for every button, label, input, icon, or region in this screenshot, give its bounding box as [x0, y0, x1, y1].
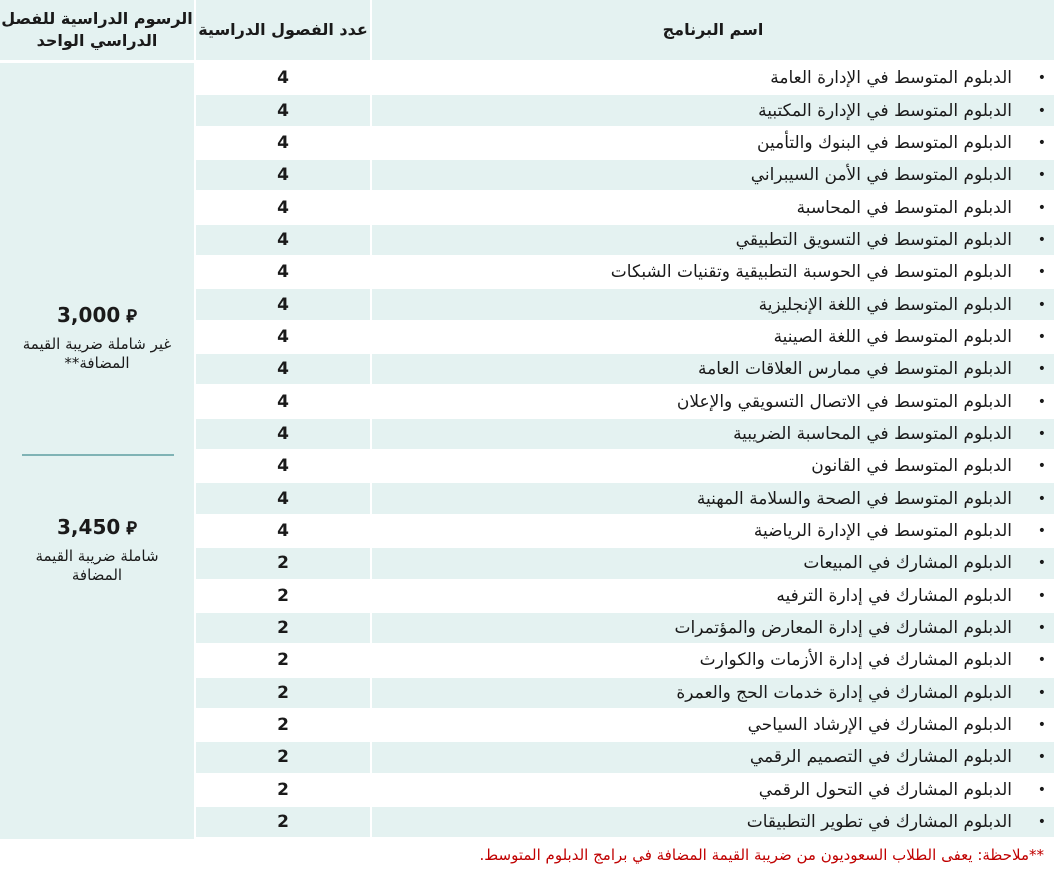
program-name-cell: الدبلوم المشارك في إدارة خدمات الحج والعمرة	[372, 678, 1054, 708]
table-row	[196, 548, 1054, 578]
program-name-cell: الدبلوم المتوسط في القانون	[372, 451, 1054, 481]
bullet-icon: •	[1037, 328, 1046, 345]
fee-block-excluding-vat	[0, 303, 194, 373]
bullet-icon: •	[1037, 684, 1046, 701]
fee-amount-2	[57, 515, 137, 539]
program-name-cell: الدبلوم المتوسط في المحاسبة	[372, 192, 1054, 222]
semesters-cell: 4	[196, 63, 370, 93]
table-row	[196, 257, 1054, 287]
table-row	[196, 354, 1054, 384]
program-name-header	[372, 0, 1054, 60]
semesters-cell: 4	[196, 354, 370, 384]
semesters-cell: 2	[196, 678, 370, 708]
semesters-cell: 2	[196, 807, 370, 837]
table-row	[196, 581, 1054, 611]
bullet-icon: •	[1037, 134, 1046, 151]
program-name-cell: الدبلوم المشارك في تطوير التطبيقات	[372, 807, 1054, 837]
program-name-cell: الدبلوم المتوسط في اللغة الصينية	[372, 322, 1054, 352]
program-name-cell: الدبلوم المتوسط في الأمن السيبراني	[372, 160, 1054, 190]
fee-note-1: غير شاملة ضريبة القيمة المضافة**	[22, 335, 172, 372]
semesters-cell: 4	[196, 483, 370, 513]
bullet-icon: •	[1037, 781, 1046, 798]
program-name-cell: الدبلوم المتوسط في الإدارة الرياضية	[372, 516, 1054, 546]
semesters-header-label: عدد الفصول الدراسية	[198, 20, 368, 39]
program-name-cell: الدبلوم المتوسط في الإدارة المكتبية	[372, 95, 1054, 125]
fee-amount-2-value: 3,450	[57, 515, 121, 539]
semesters-cell: 2	[196, 775, 370, 805]
semesters-cell: 4	[196, 516, 370, 546]
fee-amount-1	[57, 303, 137, 327]
semesters-cell: 2	[196, 710, 370, 740]
fee-divider	[22, 454, 174, 456]
fee-amount-1-value: 3,000	[57, 303, 121, 327]
fee-block-including-vat	[0, 515, 194, 585]
semesters-cell: 4	[196, 192, 370, 222]
semesters-cell: 2	[196, 645, 370, 675]
table-row	[196, 322, 1054, 352]
semesters-cell: 4	[196, 128, 370, 158]
semesters-cell: 4	[196, 322, 370, 352]
table-row	[196, 516, 1054, 546]
bullet-icon: •	[1037, 231, 1046, 248]
table-row	[196, 613, 1054, 643]
bullet-icon: •	[1037, 652, 1046, 669]
table-row	[196, 225, 1054, 255]
bullet-icon: •	[1037, 620, 1046, 637]
bullet-icon: •	[1037, 393, 1046, 410]
program-name-cell: الدبلوم المتوسط في الحوسبة التطبيقية وتقنيات الشبكات	[372, 257, 1054, 287]
program-name-cell: الدبلوم المتوسط في الاتصال التسويقي والإعلان	[372, 386, 1054, 416]
table-row	[196, 645, 1054, 675]
table-row	[196, 289, 1054, 319]
program-name-cell: الدبلوم المشارك في إدارة المعارض والمؤتمرات	[372, 613, 1054, 643]
bullet-icon: •	[1037, 458, 1046, 475]
semesters-cell: 2	[196, 548, 370, 578]
saudi-riyal-icon: ⃁	[126, 517, 137, 539]
program-name-cell: الدبلوم المتوسط في البنوك والتأمين	[372, 128, 1054, 158]
bullet-icon: •	[1037, 264, 1046, 281]
program-name-cell: الدبلوم المتوسط في التسويق التطبيقي	[372, 225, 1054, 255]
bullet-icon: •	[1037, 102, 1046, 119]
table-row	[196, 483, 1054, 513]
semesters-header	[196, 0, 370, 60]
program-name-cell: الدبلوم المتوسط في الصحة والسلامة المهنية	[372, 483, 1054, 513]
bullet-icon: •	[1037, 587, 1046, 604]
program-name-cell: الدبلوم المشارك في التصميم الرقمي	[372, 742, 1054, 772]
bullet-icon: •	[1037, 199, 1046, 216]
semesters-cell: 4	[196, 451, 370, 481]
bullet-icon: •	[1037, 555, 1046, 572]
saudi-riyal-icon: ⃁	[126, 305, 137, 327]
program-name-cell: الدبلوم المشارك في إدارة الترفيه	[372, 581, 1054, 611]
semesters-cell: 4	[196, 289, 370, 319]
fees-header-label: الرسوم الدراسية للفصل الدراسي الواحد	[1, 9, 193, 50]
table-row	[196, 451, 1054, 481]
bullet-icon: •	[1037, 814, 1046, 831]
table-row	[196, 807, 1054, 837]
semesters-cell: 2	[196, 581, 370, 611]
bullet-icon: •	[1037, 361, 1046, 378]
table-row	[196, 63, 1054, 93]
table-row	[196, 742, 1054, 772]
vat-footnote: **ملاحظة: يعفى الطلاب السعوديون من ضريبة القيمة المضافة في برامج الدبلوم المتوسط.	[479, 846, 1044, 864]
table-row	[196, 419, 1054, 449]
semesters-cell: 4	[196, 257, 370, 287]
table-row	[196, 95, 1054, 125]
semesters-cell: 4	[196, 386, 370, 416]
program-rows	[196, 63, 1054, 839]
semesters-cell: 4	[196, 95, 370, 125]
bullet-icon: •	[1037, 522, 1046, 539]
table-row	[196, 192, 1054, 222]
table-row	[196, 775, 1054, 805]
bullet-icon: •	[1037, 296, 1046, 313]
semesters-cell: 4	[196, 419, 370, 449]
bullet-icon: •	[1037, 490, 1046, 507]
semesters-cell: 4	[196, 225, 370, 255]
program-name-cell: الدبلوم المشارك في التحول الرقمي	[372, 775, 1054, 805]
program-name-cell: الدبلوم المتوسط في المحاسبة الضريبية	[372, 419, 1054, 449]
program-name-cell: الدبلوم المتوسط في اللغة الإنجليزية	[372, 289, 1054, 319]
semesters-cell: 2	[196, 613, 370, 643]
semesters-cell: 4	[196, 160, 370, 190]
program-name-cell: الدبلوم المشارك في الإرشاد السياحي	[372, 710, 1054, 740]
program-name-cell: الدبلوم المتوسط في الإدارة العامة	[372, 63, 1054, 93]
bullet-icon: •	[1037, 717, 1046, 734]
bullet-icon: •	[1037, 167, 1046, 184]
bullet-icon: •	[1037, 70, 1046, 87]
table-row	[196, 160, 1054, 190]
fees-column	[0, 63, 194, 839]
program-name-cell: الدبلوم المشارك في إدارة الأزمات والكوارث	[372, 645, 1054, 675]
fees-header	[0, 0, 194, 60]
bullet-icon: •	[1037, 425, 1046, 442]
table-row	[196, 710, 1054, 740]
table-row	[196, 128, 1054, 158]
table-row	[196, 386, 1054, 416]
table-row	[196, 678, 1054, 708]
fee-note-2: شاملة ضريبة القيمة المضافة	[35, 547, 159, 584]
program-name-cell: الدبلوم المشارك في المبيعات	[372, 548, 1054, 578]
program-name-cell: الدبلوم المتوسط في ممارس العلاقات العامة	[372, 354, 1054, 384]
program-name-header-label: اسم البرنامج	[662, 20, 764, 39]
semesters-cell: 2	[196, 742, 370, 772]
bullet-icon: •	[1037, 749, 1046, 766]
